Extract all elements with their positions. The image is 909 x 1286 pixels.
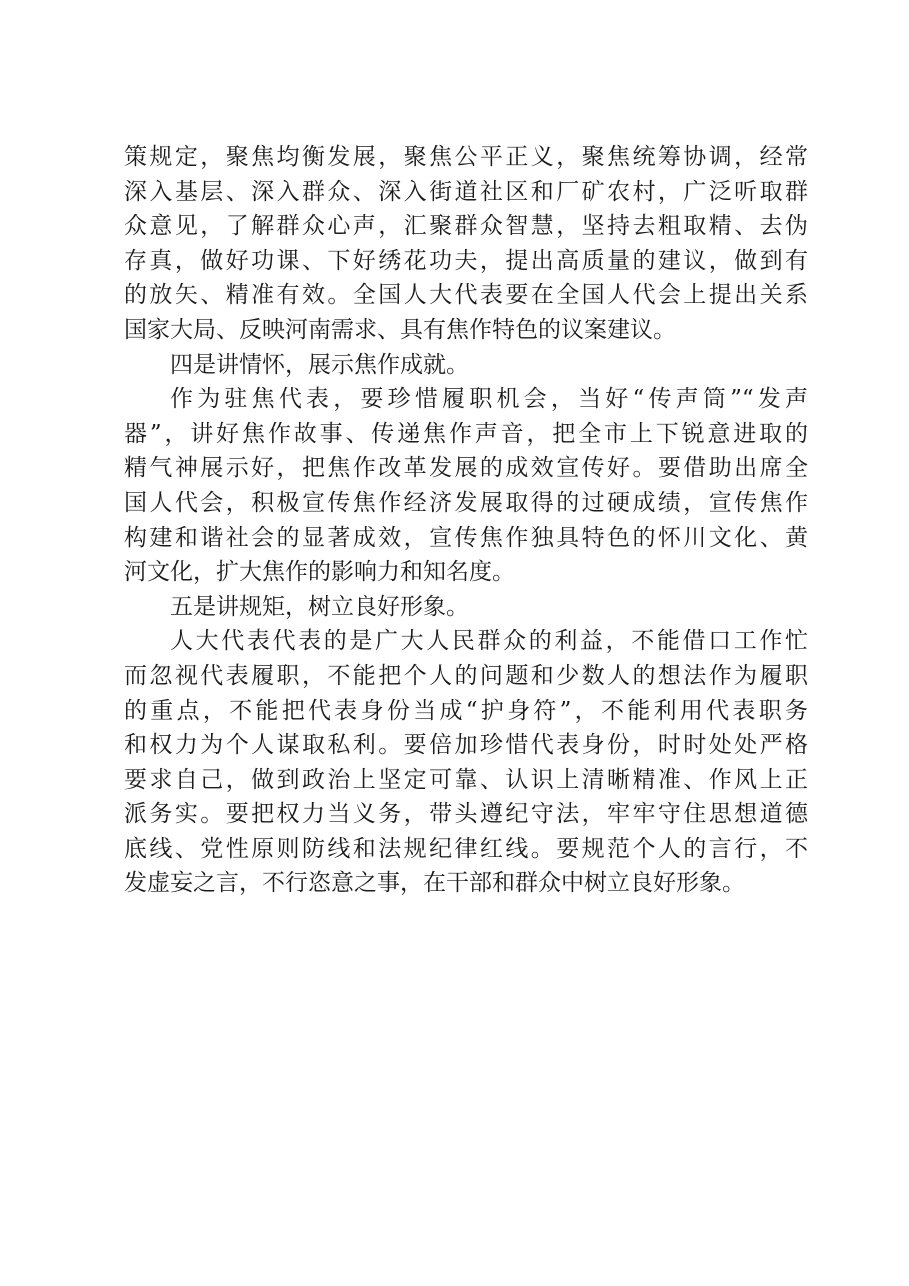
text-line: 和权力为个人谋取私利。要倍加珍惜代表身份，时时处处严格 bbox=[124, 732, 808, 759]
text-line: 精气神展示好，把焦作改革发展的成效宣传好。要借助出席全 bbox=[124, 455, 808, 482]
document-body bbox=[124, 140, 808, 901]
text-line: 发虚妄之言，不行恣意之事，在干部和群众中树立良好形象。 bbox=[124, 870, 745, 897]
section-heading: 四是讲情怀，展示焦作成就。 bbox=[170, 351, 469, 378]
text-line: 器”，讲好焦作故事、传递焦作声音，把全市上下锐意进取的 bbox=[124, 420, 808, 447]
text-line: 存真，做好功课、下好绣花功夫，提出高质量的建议，做到有 bbox=[124, 247, 808, 274]
text-line: 而忽视代表履职，不能把个人的问题和少数人的想法作为履职 bbox=[124, 662, 808, 689]
text-line: 国人代会，积极宣传焦作经济发展取得的过硬成绩，宣传焦作 bbox=[124, 489, 808, 516]
text-line: 的重点，不能把代表身份当成“护身符”，不能利用代表职务 bbox=[124, 697, 808, 724]
text-line: 河文化，扩大焦作的影响力和知名度。 bbox=[124, 559, 515, 586]
text-line: 底线、党性原则防线和法规纪律红线。要规范个人的言行，不 bbox=[124, 835, 808, 862]
text-line: 国家大局、反映河南需求、具有焦作特色的议案建议。 bbox=[124, 316, 676, 343]
text-line: 要求自己，做到政治上坚定可靠、认识上清晰精准、作风上正 bbox=[124, 766, 808, 793]
text-line: 的放矢、精准有效。全国人大代表要在全国人代会上提出关系 bbox=[124, 282, 808, 309]
text-line: 构建和谐社会的显著成效，宣传焦作独具特色的怀川文化、黄 bbox=[124, 524, 808, 551]
text-line: 策规定，聚焦均衡发展，聚焦公平正义，聚焦统筹协调，经常 bbox=[124, 144, 808, 170]
text-line: 派务实。要把权力当义务，带头遵纪守法，牢牢守住思想道德 bbox=[124, 801, 808, 828]
text-line: 深入基层、深入群众、深入街道社区和厂矿农村，广泛听取群 bbox=[124, 178, 808, 205]
text-line: 作为驻焦代表，要珍惜履职机会，当好“传声筒”“发声 bbox=[170, 386, 808, 413]
text-line: 人大代表代表的是广大人民群众的利益，不能借口工作忙 bbox=[170, 628, 808, 655]
text-line: 众意见，了解群众心声，汇聚群众智慧，坚持去粗取精、去伪 bbox=[124, 213, 808, 240]
section-heading: 五是讲规矩，树立良好形象。 bbox=[170, 593, 469, 620]
